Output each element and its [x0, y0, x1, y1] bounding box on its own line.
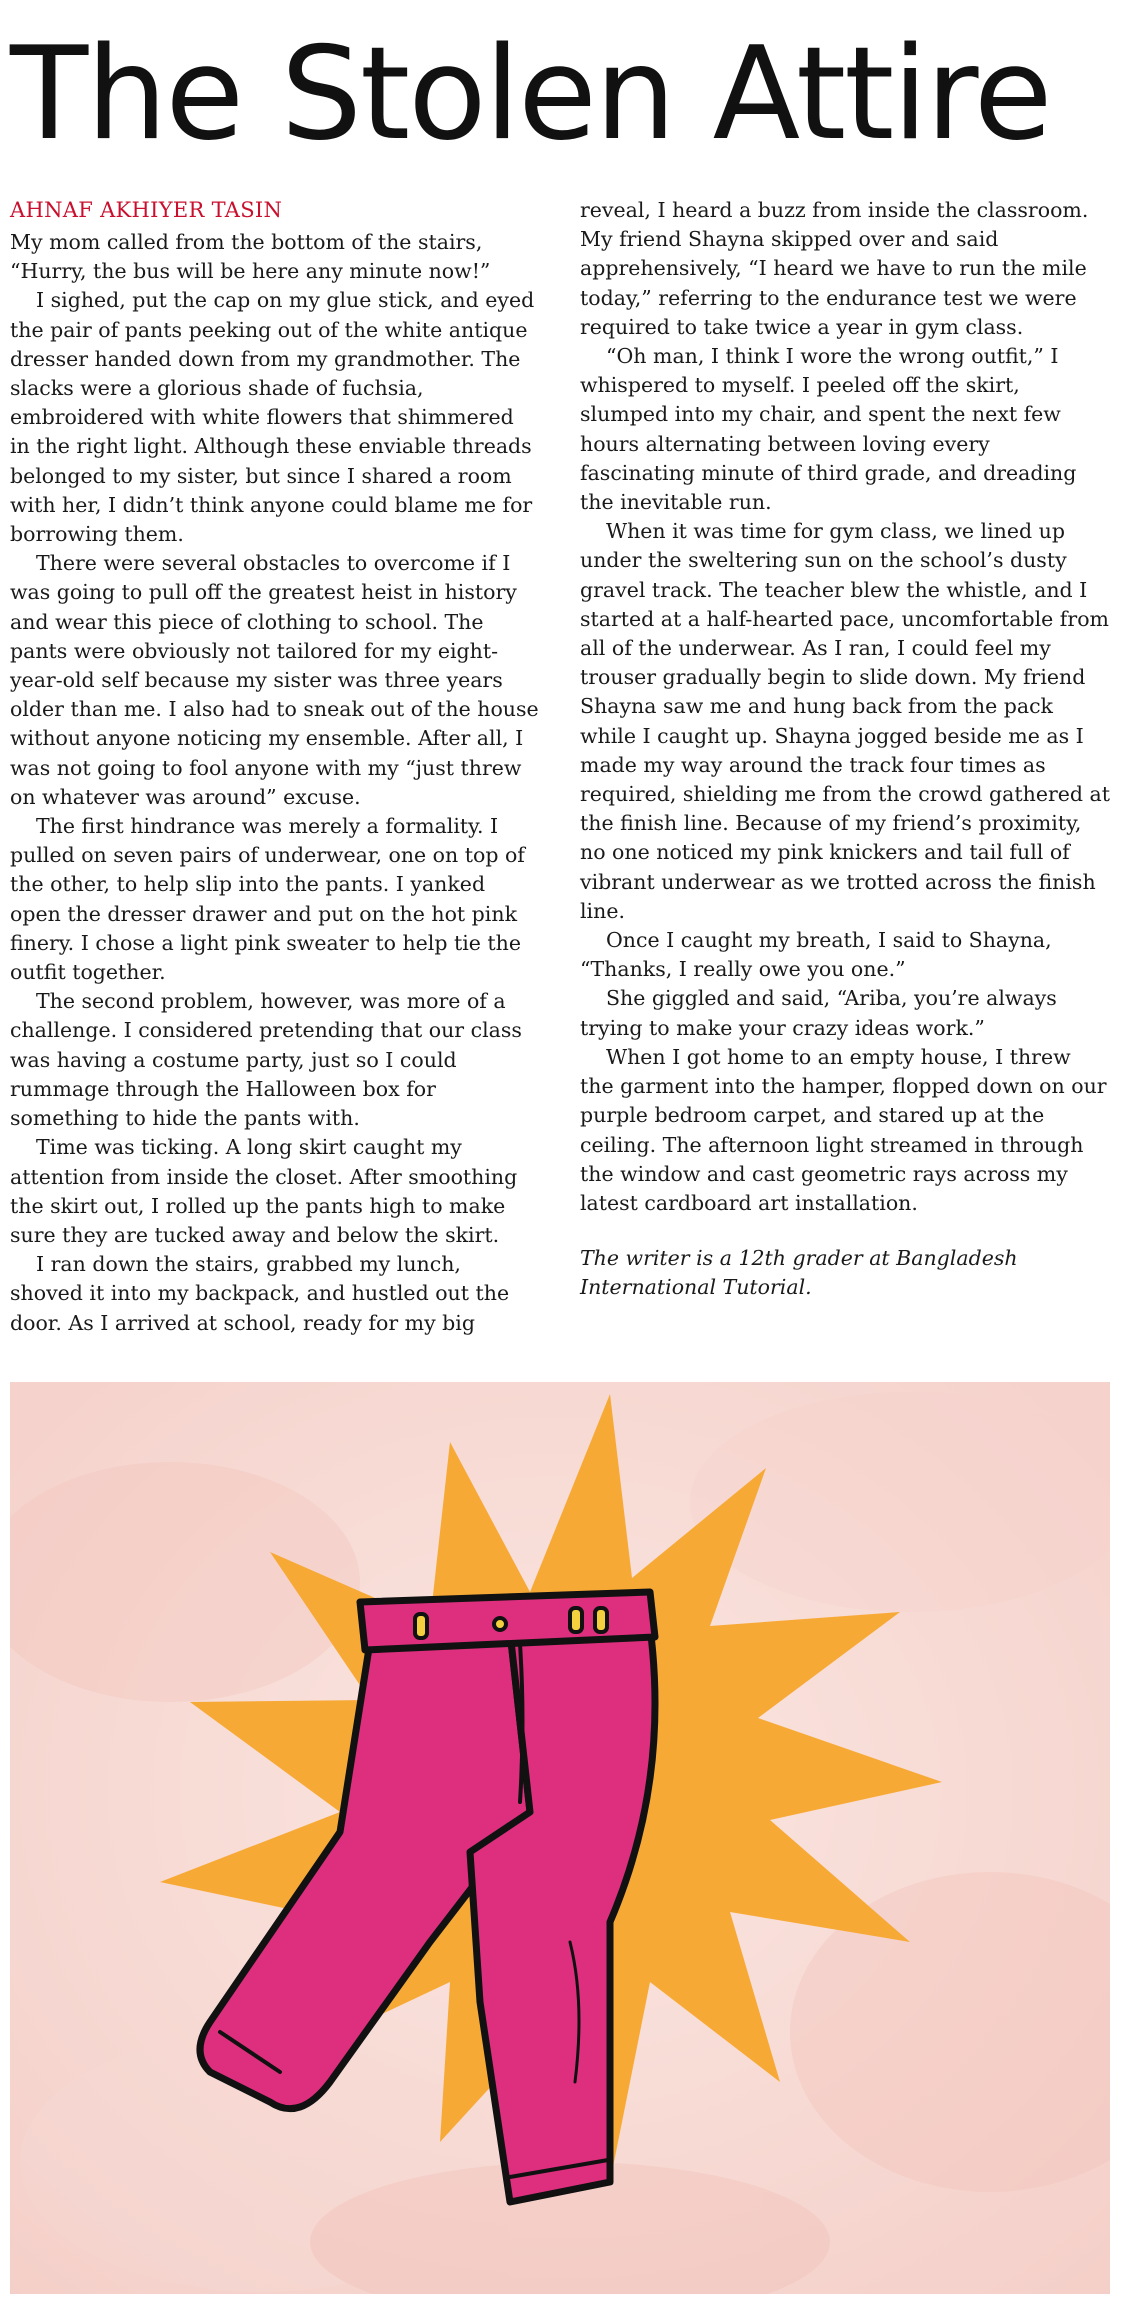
paragraph: My mom called from the bottom of the stairs, “Hurry, the bus will be here any minute now!” [10, 230, 491, 284]
paragraph: “Oh man, I think I wore the wrong outfit,” I whispered to myself. I peeled off the skirt, slumped into my chair, and spent the next few hours alternating between loving every fascinating minute of third grade, and dreading the inevitable run. [580, 344, 1077, 515]
paragraph: She giggled and said, “Ariba, you’re always trying to make your crazy ideas work.” [580, 986, 1057, 1040]
column-left [10, 196, 540, 1356]
paragraph: When it was time for gym class, we lined up under the sweltering sun on the school’s dusty gravel track. The teacher blew the whistle, and I started at a half-hearted pace, uncomfortable from all of the underwear. As I ran, I could feel my trouser gradually begin to slide down. My friend Shayna saw me and hung back from the pack while I caught up. Shayna jogged beside me as I made my way around the track four times as required, shielding me from the crowd gathered at the finish line. Because of my friend’s proximity, no one noticed my pink knickers and tail full of vibrant underwear as we trotted across the finish line. [580, 519, 1111, 923]
paragraph: The second problem, however, was more of a challenge. I considered pretending that our class was having a costume party, just so I could rummage through the Halloween box for something to hide the pants with. [10, 989, 522, 1131]
article-body [10, 196, 1110, 1356]
waistband [360, 1592, 655, 1650]
author-bio: The writer is a 12th grader at Bangladesh International Tutorial. [580, 1246, 1018, 1300]
author-byline: AHNAF AKHIYER TASIN [10, 198, 283, 222]
pants-illustration [10, 1382, 1110, 2294]
paragraph: Once I caught my breath, I said to Shayna, “Thanks, I really owe you one.” [580, 928, 1052, 982]
paragraph: The first hindrance was merely a formality. I pulled on seven pairs of underwear, one on top of the other, to help slip into the pants. I yanked open the dresser drawer and put on the hot pink finery. I chose a light pink sweater to help tie the outfit together. [10, 814, 525, 985]
illustration [10, 1382, 1110, 2294]
article-title: The Stolen Attire [10, 20, 1051, 169]
paragraph: When I got home to an empty house, I threw the garment into the hamper, flopped down on our purple bedroom carpet, and stared up at the ceiling. The afternoon light streamed in through the window and cast geometric rays across my latest cardboard art installation. [580, 1044, 1107, 1215]
paragraph: reveal, I heard a buzz from inside the classroom. My friend Shayna skipped over and said apprehensively, “I heard we have to run the mile today,” referring to the endurance test we were required to take twice a year in gym class. [580, 198, 1089, 339]
paragraph: I sighed, put the cap on my glue stick, and eyed the pair of pants peeking out of the white antique dresser handed down from my grandmother. The slacks were a glorious shade of fuchsia, embroidered with white flowers that shimmered in the right light. Although these enviable threads belonged to my sister, but since I shared a room with her, I didn’t think anyone could blame me for borrowing them. [10, 288, 535, 547]
paragraph: I ran down the stairs, grabbed my lunch, shoved it into my backpack, and hustled out the door. As I arrived at school, ready for my big [10, 1252, 510, 1335]
column-right [580, 196, 1110, 1356]
paragraph: Time was ticking. A long skirt caught my attention from inside the closet. After smoothing the skirt out, I rolled up the pants high to make sure they are tucked away and below the skirt. [10, 1135, 518, 1247]
paragraph: There were several obstacles to overcome if I was going to pull off the greatest heist in history and wear this piece of clothing to school. The pants were obviously not tailored for my eight-year-old self because my sister was three years older than me. I also had to sneak out of the house without anyone noticing my ensemble. After all, I was not going to fool anyone with my “just threw on whatever was around” excuse. [10, 551, 539, 809]
